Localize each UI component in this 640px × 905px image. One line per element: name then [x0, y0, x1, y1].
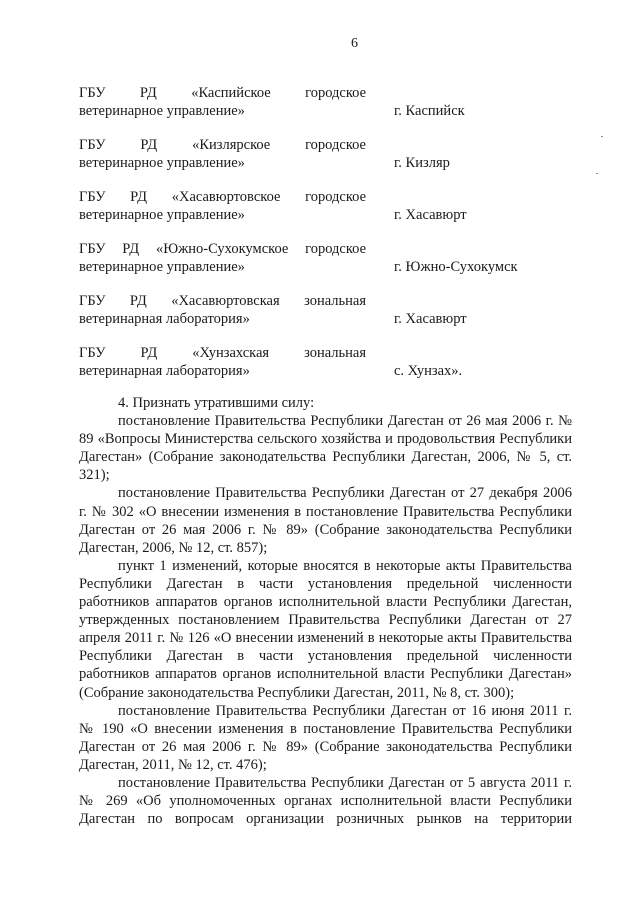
- institution-city: г. Каспийск: [394, 103, 465, 119]
- institution-city: г. Южно-Сухокумск: [394, 259, 518, 275]
- institution-name-line2: ветеринарное управление»: [79, 207, 245, 223]
- institution-city: с. Хунзах».: [394, 363, 463, 379]
- page-number: 6: [351, 36, 358, 51]
- institution-city: г. Кизляр: [394, 155, 450, 171]
- repealed-act-paragraph: постановление Правительства Республики Дагестан от 26 мая 2006 г. № 89 «Вопросы Министерства сельского хозяйства и продовольствия Республики Дагестан» (Собрание законодательства Республики Дагестан, 2006, № 5, ст. 321);: [79, 413, 572, 484]
- scan-speck: [596, 173, 598, 174]
- institution-name: [79, 240, 366, 276]
- institution-name-line1: ГБУ РД «Каспийское городское: [79, 85, 367, 101]
- repealed-act-paragraph: постановление Правительства Республики Дагестан от 16 июня 2011 г. № 190 «О внесении изменения в постановление Правительства Республики Дагестан от 26 мая 2006 г. № 89» (Собрание законодательства Республики Дагестан, 2011, № 12, ст. 476);: [79, 702, 572, 773]
- institution-city: г. Хасавюрт: [394, 311, 467, 327]
- institution-name-line1: ГБУ РД «Хасавюртовское городское: [79, 189, 367, 205]
- repealed-act-paragraph: пункт 1 изменений, которые вносятся в некоторые акты Правительства Республики Дагестан в части установления предельной численности работников аппаратов органов исполнительной власти Республики Дагестан, утвержденных постановлением Правительства Республики Дагестан от 27 апреля 2011 г. № 126 «О внесении изменений в некоторые акты Правительства Республики Дагестан в части установления предельной численности работников аппаратов органов исполнительной власти Республики Дагестан» (Собрание законодательства Республики Дагестан, 2011, № 8, ст. 300);: [79, 557, 572, 701]
- institution-name: [79, 188, 366, 224]
- institution-name-line2: ветеринарное управление»: [79, 155, 245, 171]
- institution-name-line1: ГБУ РД «Хасавюртовская зональная: [79, 293, 367, 309]
- institution-name: [79, 136, 366, 172]
- institution-name-line1: ГБУ РД «Южно-Сухокумское городское: [79, 241, 367, 257]
- scan-speck: [601, 136, 603, 137]
- institution-name-line2: ветеринарное управление»: [79, 259, 245, 275]
- institution-name-line1: ГБУ РД «Хунзахская зональная: [79, 345, 367, 361]
- institution-city: г. Хасавюрт: [394, 207, 467, 223]
- institution-name: [79, 84, 366, 120]
- institution-name-line1: ГБУ РД «Кизлярское городское: [79, 137, 366, 153]
- repealed-act-paragraph: постановление Правительства Республики Дагестан от 27 декабря 2006 г. № 302 «О внесении изменения в постановление Правительства Республики Дагестан от 26 мая 2006 г. № 89» (Собрание законодательства Республики Дагестан, 2006, № 12, ст. 857);: [79, 485, 572, 556]
- institution-name: [79, 344, 366, 380]
- institution-name: [79, 292, 366, 328]
- institution-name-line2: ветеринарная лаборатория»: [79, 311, 250, 327]
- institution-name-line2: ветеринарная лаборатория»: [79, 363, 250, 379]
- section-heading: 4. Признать утратившими силу:: [118, 395, 315, 411]
- document-body: [79, 394, 572, 828]
- institution-name-line2: ветеринарное управление»: [79, 103, 245, 119]
- repealed-act-paragraph: постановление Правительства Республики Дагестан от 5 августа 2011 г. № 269 «Об уполномоченных органах исполнительной власти Республики Дагестан по вопросам организации розничных рынков на территории: [79, 774, 572, 828]
